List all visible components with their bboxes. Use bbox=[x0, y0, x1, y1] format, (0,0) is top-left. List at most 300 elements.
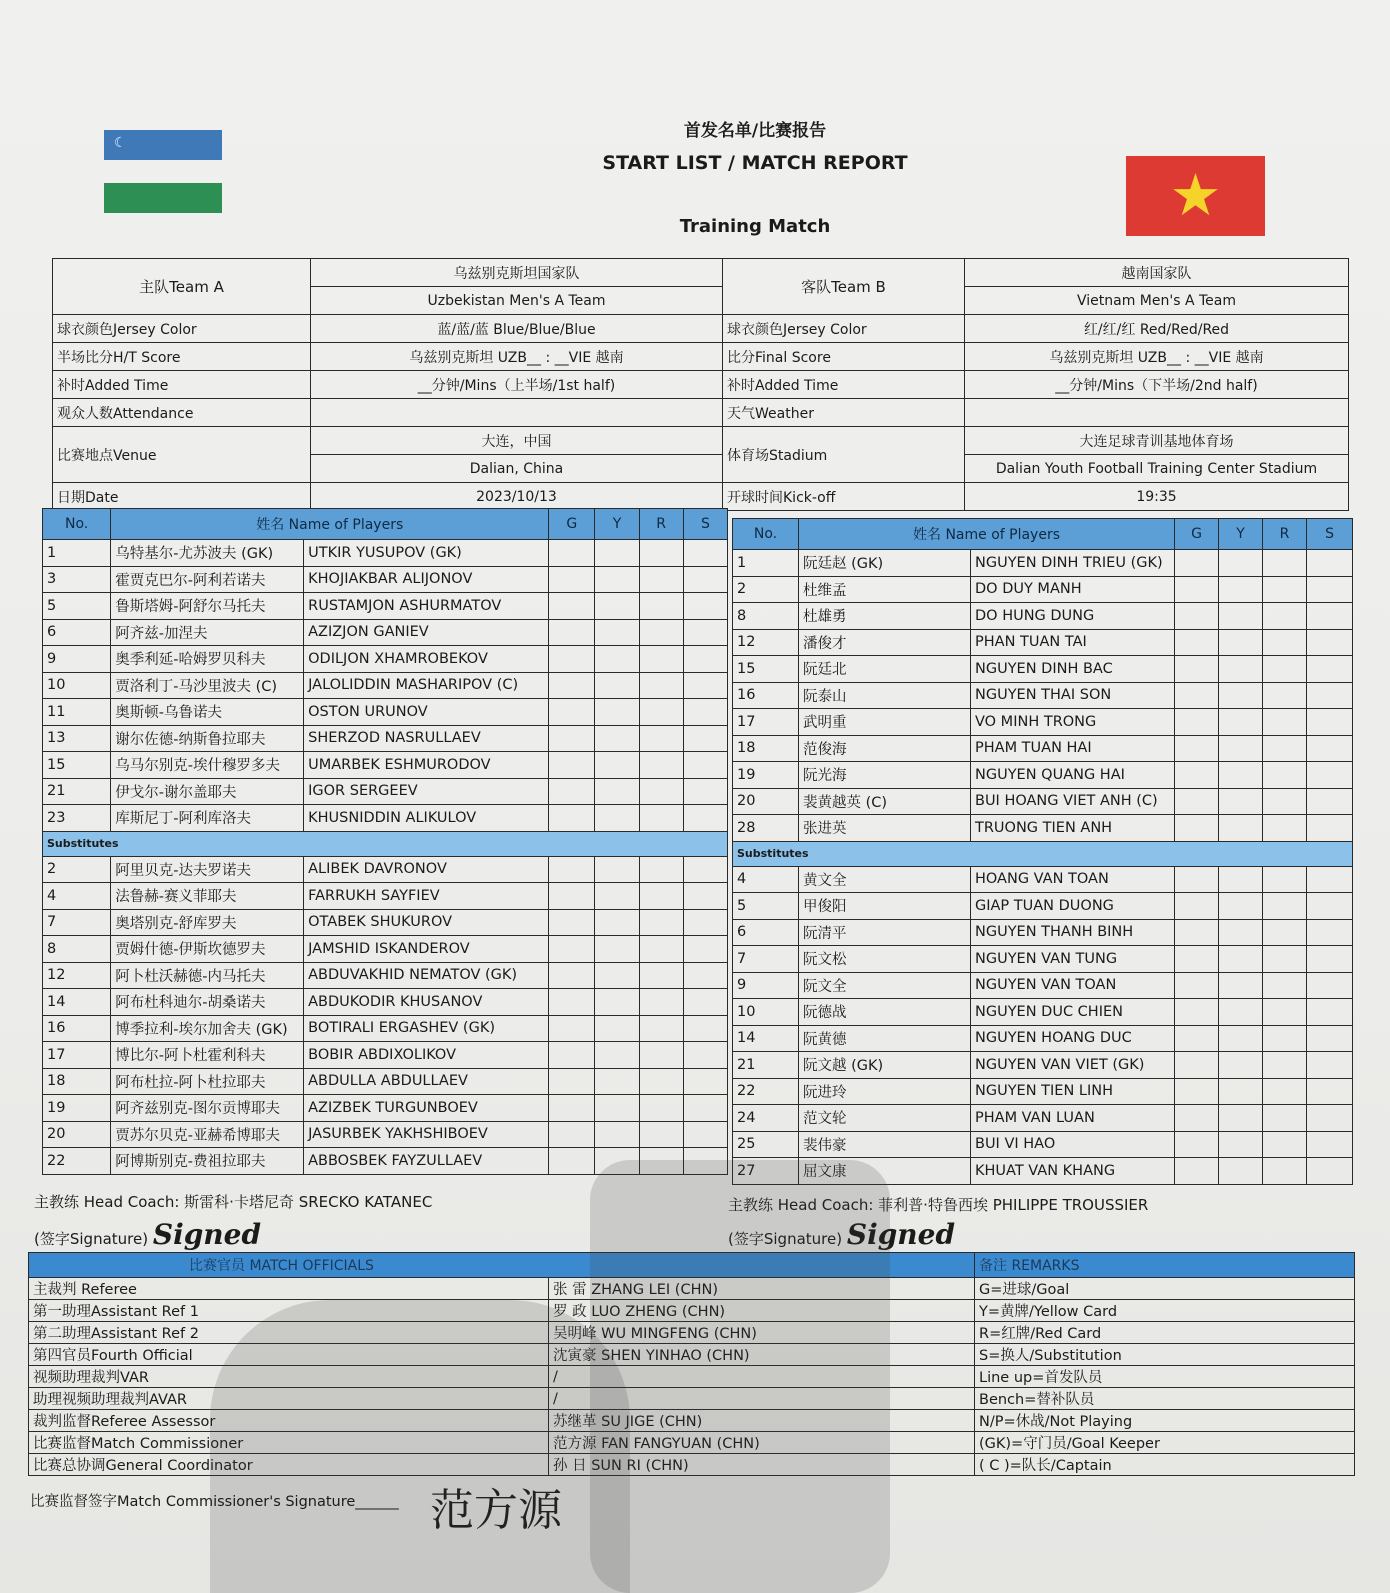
red-cell bbox=[639, 936, 683, 963]
player-number: 16 bbox=[733, 682, 799, 709]
stadium-en: Dalian Youth Football Training Center Stadium bbox=[965, 455, 1349, 483]
official-name: 孙 日 SUN RI (CHN) bbox=[549, 1454, 975, 1476]
remark: ( C )=队长/Captain bbox=[975, 1454, 1355, 1476]
goal-cell bbox=[1175, 603, 1219, 630]
vie-sub-row bbox=[733, 1078, 1353, 1105]
player-name-cn: 阮黄德 bbox=[799, 1025, 971, 1052]
red-cell bbox=[639, 1068, 683, 1095]
uzb-sub-row bbox=[43, 1095, 728, 1122]
sub-cell bbox=[1307, 550, 1353, 577]
player-name-cn: 奥塔别克-舒库罗夫 bbox=[111, 909, 304, 936]
commissioner-signature: 范方源 bbox=[430, 1485, 562, 1536]
player-name-cn: 奥斯顿-乌鲁诺夫 bbox=[111, 699, 304, 726]
player-name-en: DO HUNG DUNG bbox=[971, 603, 1175, 630]
photo-shadow bbox=[210, 1300, 630, 1593]
sub-cell bbox=[683, 1095, 727, 1122]
red-cell bbox=[639, 619, 683, 646]
red-cell bbox=[1263, 1025, 1307, 1052]
substitutes-label: Substitutes bbox=[733, 841, 1353, 866]
red-cell bbox=[1263, 788, 1307, 815]
jersey-label-b: 球衣颜色Jersey Color bbox=[723, 315, 965, 343]
remark: Y=黄牌/Yellow Card bbox=[975, 1300, 1355, 1322]
red-cell bbox=[1263, 709, 1307, 736]
player-name-cn: 阿齐兹别克-图尔贡博耶夫 bbox=[111, 1095, 304, 1122]
red-cell bbox=[1263, 972, 1307, 999]
photo-shadow bbox=[590, 1160, 890, 1593]
player-name-en: NGUYEN VAN VIET (GK) bbox=[971, 1052, 1175, 1079]
player-number: 1 bbox=[43, 540, 111, 567]
player-number: 8 bbox=[43, 936, 111, 963]
official-role: 视频助理裁判VAR bbox=[29, 1366, 549, 1388]
remark: S=换人/Substitution bbox=[975, 1344, 1355, 1366]
vie-starter-row bbox=[733, 735, 1353, 762]
col-s: S bbox=[1307, 519, 1353, 550]
yellow-cell bbox=[1219, 1131, 1263, 1158]
goal-cell bbox=[1175, 972, 1219, 999]
yellow-cell bbox=[1219, 1105, 1263, 1132]
sub-cell bbox=[1307, 1105, 1353, 1132]
vie-sub-row bbox=[733, 919, 1353, 946]
col-name: 姓名 Name of Players bbox=[799, 519, 1175, 550]
goal-cell bbox=[549, 1148, 595, 1175]
player-number: 9 bbox=[733, 972, 799, 999]
vie-starter-row bbox=[733, 656, 1353, 683]
sub-cell bbox=[1307, 815, 1353, 842]
commissioner-signature-label: 比赛监督签字Match Commissioner's Signature______ bbox=[30, 1494, 399, 1510]
official-role: 裁判监督Referee Assessor bbox=[29, 1410, 549, 1432]
sub-cell bbox=[1307, 866, 1353, 893]
substitutes-label: Substitutes bbox=[43, 831, 728, 856]
player-name-en: NGUYEN VAN TUNG bbox=[971, 946, 1175, 973]
red-cell bbox=[1263, 1158, 1307, 1185]
added-time-b: __分钟/Mins（下半场/2nd half) bbox=[965, 371, 1349, 399]
uzb-sub-row bbox=[43, 1042, 728, 1069]
player-name-en: NGUYEN QUANG HAI bbox=[971, 762, 1175, 789]
player-name-en: DO DUY MANH bbox=[971, 576, 1175, 603]
yellow-cell bbox=[595, 1121, 639, 1148]
player-name-en: ODILJON XHAMROBEKOV bbox=[304, 646, 549, 673]
sub-cell bbox=[683, 699, 727, 726]
red-cell bbox=[639, 962, 683, 989]
player-number: 14 bbox=[43, 989, 111, 1016]
player-name-en: OTABEK SHUKUROV bbox=[304, 909, 549, 936]
goal-cell bbox=[1175, 999, 1219, 1026]
player-name-en: ABDULLA ABDULLAEV bbox=[304, 1068, 549, 1095]
yellow-cell bbox=[595, 1042, 639, 1069]
added-time-label-b: 补时Added Time bbox=[723, 371, 965, 399]
sub-cell bbox=[1307, 1052, 1353, 1079]
yellow-cell bbox=[595, 646, 639, 673]
vie-sub-row bbox=[733, 1052, 1353, 1079]
signature-a: Signed bbox=[152, 1218, 262, 1251]
sub-cell bbox=[683, 1121, 727, 1148]
red-cell bbox=[639, 856, 683, 883]
vie-starter-row bbox=[733, 603, 1353, 630]
goal-cell bbox=[1175, 1025, 1219, 1052]
sub-cell bbox=[683, 646, 727, 673]
sub-cell bbox=[683, 989, 727, 1016]
col-g: G bbox=[549, 509, 595, 540]
red-cell bbox=[1263, 893, 1307, 920]
sub-cell bbox=[1307, 1158, 1353, 1185]
player-name-en: AZIZJON GANIEV bbox=[304, 619, 549, 646]
coach-b: 主教练 Head Coach: 菲利普·特鲁西埃 PHILIPPE TROUSSIER bbox=[728, 1196, 1149, 1214]
player-name-cn: 阿布杜科迪尔-胡桑诺夫 bbox=[111, 989, 304, 1016]
player-name-en: AZIZBEK TURGUNBOEV bbox=[304, 1095, 549, 1122]
player-name-en: IGOR SERGEEV bbox=[304, 778, 549, 805]
final-score-label: 比分Final Score bbox=[723, 343, 965, 371]
col-s: S bbox=[683, 509, 727, 540]
red-cell bbox=[1263, 629, 1307, 656]
player-number: 13 bbox=[43, 725, 111, 752]
player-name-cn: 阮进玲 bbox=[799, 1078, 971, 1105]
vie-sub-row bbox=[733, 1025, 1353, 1052]
yellow-cell bbox=[595, 619, 639, 646]
yellow-cell bbox=[595, 593, 639, 620]
red-cell bbox=[1263, 762, 1307, 789]
player-name-en: NGUYEN DINH BAC bbox=[971, 656, 1175, 683]
sub-cell bbox=[1307, 999, 1353, 1026]
player-name-en: UTKIR YUSUPOV (GK) bbox=[304, 540, 549, 567]
player-name-cn: 乌马尔别克-埃什穆罗多夫 bbox=[111, 752, 304, 779]
weather-value bbox=[965, 399, 1349, 427]
goal-cell bbox=[549, 566, 595, 593]
red-cell bbox=[1263, 1052, 1307, 1079]
goal-cell bbox=[549, 883, 595, 910]
sub-cell bbox=[1307, 656, 1353, 683]
official-name: / bbox=[549, 1366, 975, 1388]
uzb-sub-row bbox=[43, 1068, 728, 1095]
player-number: 23 bbox=[43, 805, 111, 832]
player-number: 20 bbox=[733, 788, 799, 815]
col-no: No. bbox=[43, 509, 111, 540]
red-cell bbox=[1263, 1078, 1307, 1105]
col-y: Y bbox=[595, 509, 639, 540]
player-name-cn: 阮泰山 bbox=[799, 682, 971, 709]
yellow-cell bbox=[595, 1015, 639, 1042]
uzb-starter-row bbox=[43, 540, 728, 567]
player-number: 27 bbox=[733, 1158, 799, 1185]
remarks-header: 备注 REMARKS bbox=[975, 1253, 1355, 1278]
player-number: 12 bbox=[733, 629, 799, 656]
goal-cell bbox=[549, 619, 595, 646]
goal-cell bbox=[1175, 919, 1219, 946]
goal-cell bbox=[549, 909, 595, 936]
player-name-cn: 杜维孟 bbox=[799, 576, 971, 603]
goal-cell bbox=[549, 725, 595, 752]
yellow-cell bbox=[595, 805, 639, 832]
red-cell bbox=[639, 1121, 683, 1148]
player-number: 1 bbox=[733, 550, 799, 577]
signature-b: Signed bbox=[846, 1218, 956, 1251]
player-number: 6 bbox=[733, 919, 799, 946]
sub-cell bbox=[1307, 946, 1353, 973]
sub-cell bbox=[1307, 762, 1353, 789]
ht-score-label: 半场比分H/T Score bbox=[53, 343, 311, 371]
player-name-en: JASURBEK YAKHSHIBOEV bbox=[304, 1121, 549, 1148]
stadium-cn: 大连足球青训基地体育场 bbox=[965, 427, 1349, 455]
player-name-en: JAMSHID ISKANDEROV bbox=[304, 936, 549, 963]
player-number: 3 bbox=[43, 566, 111, 593]
player-number: 19 bbox=[43, 1095, 111, 1122]
player-number: 12 bbox=[43, 962, 111, 989]
player-name-cn: 潘俊才 bbox=[799, 629, 971, 656]
goal-cell bbox=[1175, 682, 1219, 709]
uzb-sub-row bbox=[43, 936, 728, 963]
remark: N/P=休战/Not Playing bbox=[975, 1410, 1355, 1432]
uzb-starter-row bbox=[43, 805, 728, 832]
player-name-en: BOBIR ABDIXOLIKOV bbox=[304, 1042, 549, 1069]
weather-label: 天气Weather bbox=[723, 399, 965, 427]
player-number: 2 bbox=[43, 856, 111, 883]
vie-sub-row bbox=[733, 893, 1353, 920]
player-name-en: PHAM TUAN HAI bbox=[971, 735, 1175, 762]
player-number: 21 bbox=[733, 1052, 799, 1079]
player-name-en: ABDUVAKHID NEMATOV (GK) bbox=[304, 962, 549, 989]
player-number: 20 bbox=[43, 1121, 111, 1148]
goal-cell bbox=[549, 1068, 595, 1095]
sub-cell bbox=[1307, 1131, 1353, 1158]
player-number: 11 bbox=[43, 699, 111, 726]
goal-cell bbox=[1175, 762, 1219, 789]
uzb-starter-row bbox=[43, 593, 728, 620]
player-number: 8 bbox=[733, 603, 799, 630]
player-number: 10 bbox=[733, 999, 799, 1026]
player-name-cn: 贾苏尔贝克-亚赫希博耶夫 bbox=[111, 1121, 304, 1148]
red-cell bbox=[1263, 603, 1307, 630]
red-cell bbox=[1263, 999, 1307, 1026]
date-value: 2023/10/13 bbox=[311, 483, 723, 511]
red-cell bbox=[639, 752, 683, 779]
player-number: 24 bbox=[733, 1105, 799, 1132]
official-role: 第四官员Fourth Official bbox=[29, 1344, 549, 1366]
red-cell bbox=[1263, 919, 1307, 946]
vie-sub-row bbox=[733, 946, 1353, 973]
team-a-players-table bbox=[42, 508, 728, 1175]
vie-starter-row bbox=[733, 815, 1353, 842]
sub-cell bbox=[1307, 1025, 1353, 1052]
goal-cell bbox=[1175, 1105, 1219, 1132]
remark: (GK)=守门员/Goal Keeper bbox=[975, 1432, 1355, 1454]
sub-cell bbox=[683, 593, 727, 620]
goal-cell bbox=[549, 752, 595, 779]
player-name-cn: 屈文康 bbox=[799, 1158, 971, 1185]
player-name-en: NGUYEN THANH BINH bbox=[971, 919, 1175, 946]
player-name-en: GIAP TUAN DUONG bbox=[971, 893, 1175, 920]
uzb-starter-row bbox=[43, 725, 728, 752]
player-name-cn: 霍贾克巴尔-阿利若诺夫 bbox=[111, 566, 304, 593]
signature-label-b: (签字Signature) bbox=[728, 1230, 843, 1248]
yellow-cell bbox=[1219, 762, 1263, 789]
player-name-cn: 博季拉利-埃尔加舍夫 (GK) bbox=[111, 1015, 304, 1042]
red-cell bbox=[1263, 1105, 1307, 1132]
official-name: / bbox=[549, 1388, 975, 1410]
yellow-cell bbox=[1219, 999, 1263, 1026]
uzb-starter-row bbox=[43, 566, 728, 593]
player-number: 18 bbox=[733, 735, 799, 762]
star-icon: ★ bbox=[1169, 161, 1222, 229]
player-name-en: PHAN TUAN TAI bbox=[971, 629, 1175, 656]
goal-cell bbox=[1175, 946, 1219, 973]
player-name-cn: 阮光海 bbox=[799, 762, 971, 789]
player-name-cn: 博比尔-阿卜杜霍利科夫 bbox=[111, 1042, 304, 1069]
player-number: 17 bbox=[43, 1042, 111, 1069]
yellow-cell bbox=[1219, 656, 1263, 683]
goal-cell bbox=[1175, 550, 1219, 577]
attendance-label: 观众人数Attendance bbox=[53, 399, 311, 427]
red-cell bbox=[639, 989, 683, 1016]
player-name-cn: 奥季利延-哈姆罗贝科夫 bbox=[111, 646, 304, 673]
yellow-cell bbox=[595, 936, 639, 963]
official-role: 比赛监督Match Commissioner bbox=[29, 1432, 549, 1454]
ht-score: 乌兹别克斯坦 UZB__ : __VIE 越南 bbox=[311, 343, 723, 371]
added-time-a: __分钟/Mins（上半场/1st half) bbox=[311, 371, 723, 399]
sub-cell bbox=[1307, 1078, 1353, 1105]
official-name: 张 雷 ZHANG LEI (CHN) bbox=[549, 1278, 975, 1300]
player-name-en: KHOJIAKBAR ALIJONOV bbox=[304, 566, 549, 593]
sub-cell bbox=[1307, 919, 1353, 946]
red-cell bbox=[639, 540, 683, 567]
official-role: 助理视频助理裁判AVAR bbox=[29, 1388, 549, 1410]
yellow-cell bbox=[1219, 550, 1263, 577]
goal-cell bbox=[1175, 866, 1219, 893]
crescent-icon: ☾ bbox=[114, 135, 127, 151]
red-cell bbox=[1263, 656, 1307, 683]
vie-starter-row bbox=[733, 709, 1353, 736]
red-cell bbox=[1263, 866, 1307, 893]
goal-cell bbox=[1175, 1078, 1219, 1105]
uzb-sub-row bbox=[43, 1015, 728, 1042]
red-cell bbox=[639, 699, 683, 726]
vietnam-flag bbox=[1126, 156, 1265, 236]
player-name-en: BUI HOANG VIET ANH (C) bbox=[971, 788, 1175, 815]
player-name-cn: 范文轮 bbox=[799, 1105, 971, 1132]
yellow-cell bbox=[1219, 1052, 1263, 1079]
yellow-cell bbox=[595, 883, 639, 910]
sub-cell bbox=[683, 962, 727, 989]
sub-cell bbox=[1307, 576, 1353, 603]
official-name: 苏继革 SU JIGE (CHN) bbox=[549, 1410, 975, 1432]
col-g: G bbox=[1175, 519, 1219, 550]
vie-starter-row bbox=[733, 576, 1353, 603]
goal-cell bbox=[1175, 656, 1219, 683]
red-cell bbox=[639, 778, 683, 805]
sub-cell bbox=[1307, 709, 1353, 736]
sub-cell bbox=[683, 883, 727, 910]
sub-cell bbox=[683, 805, 727, 832]
yellow-cell bbox=[1219, 629, 1263, 656]
stadium-label: 体育场Stadium bbox=[723, 427, 965, 483]
col-y: Y bbox=[1219, 519, 1263, 550]
uzb-sub-row bbox=[43, 1121, 728, 1148]
player-number: 21 bbox=[43, 778, 111, 805]
yellow-cell bbox=[1219, 972, 1263, 999]
official-role: 主裁判 Referee bbox=[29, 1278, 549, 1300]
player-name-en: HOANG VAN TOAN bbox=[971, 866, 1175, 893]
goal-cell bbox=[549, 593, 595, 620]
player-number: 4 bbox=[733, 866, 799, 893]
added-time-label-a: 补时Added Time bbox=[53, 371, 311, 399]
sub-cell bbox=[1307, 735, 1353, 762]
red-cell bbox=[1263, 1131, 1307, 1158]
red-cell bbox=[639, 909, 683, 936]
goal-cell bbox=[549, 699, 595, 726]
goal-cell bbox=[549, 962, 595, 989]
official-name: 范方源 FAN FANGYUAN (CHN) bbox=[549, 1432, 975, 1454]
player-number: 7 bbox=[733, 946, 799, 973]
official-name: 罗 政 LUO ZHENG (CHN) bbox=[549, 1300, 975, 1322]
goal-cell bbox=[1175, 815, 1219, 842]
uzb-sub-row bbox=[43, 909, 728, 936]
red-cell bbox=[1263, 735, 1307, 762]
yellow-cell bbox=[595, 725, 639, 752]
player-name-cn: 裴伟豪 bbox=[799, 1131, 971, 1158]
uzb-starter-row bbox=[43, 619, 728, 646]
official-name: 吴明峰 WU MINGFENG (CHN) bbox=[549, 1322, 975, 1344]
sub-cell bbox=[1307, 893, 1353, 920]
player-name-cn: 谢尔佐德-纳斯鲁拉耶夫 bbox=[111, 725, 304, 752]
remark: R=红牌/Red Card bbox=[975, 1322, 1355, 1344]
vie-starter-row bbox=[733, 629, 1353, 656]
player-name-cn: 范俊海 bbox=[799, 735, 971, 762]
red-cell bbox=[639, 883, 683, 910]
player-number: 15 bbox=[43, 752, 111, 779]
yellow-cell bbox=[1219, 1078, 1263, 1105]
player-number: 25 bbox=[733, 1131, 799, 1158]
goal-cell bbox=[549, 1015, 595, 1042]
sub-cell bbox=[683, 1015, 727, 1042]
coach-a: 主教练 Head Coach: 斯雷科·卡塔尼奇 SRECKO KATANEC bbox=[34, 1193, 433, 1211]
yellow-cell bbox=[595, 752, 639, 779]
red-cell bbox=[1263, 550, 1307, 577]
red-cell bbox=[1263, 815, 1307, 842]
goal-cell bbox=[549, 672, 595, 699]
player-name-en: RUSTAMJON ASHURMATOV bbox=[304, 593, 549, 620]
player-name-cn: 库斯尼丁-阿利库洛夫 bbox=[111, 805, 304, 832]
player-number: 6 bbox=[43, 619, 111, 646]
player-name-cn: 贾姆什德-伊斯坎德罗夫 bbox=[111, 936, 304, 963]
player-name-en: NGUYEN THAI SON bbox=[971, 682, 1175, 709]
goal-cell bbox=[549, 1121, 595, 1148]
jersey-a: 蓝/蓝/蓝 Blue/Blue/Blue bbox=[311, 315, 723, 343]
goal-cell bbox=[1175, 1131, 1219, 1158]
player-name-en: KHUSNIDDIN ALIKULOV bbox=[304, 805, 549, 832]
player-number: 16 bbox=[43, 1015, 111, 1042]
yellow-cell bbox=[1219, 788, 1263, 815]
goal-cell bbox=[1175, 576, 1219, 603]
remark: Line up=首发队员 bbox=[975, 1366, 1355, 1388]
vie-starter-row bbox=[733, 762, 1353, 789]
goal-cell bbox=[549, 936, 595, 963]
red-cell bbox=[639, 1095, 683, 1122]
final-score: 乌兹别克斯坦 UZB__ : __VIE 越南 bbox=[965, 343, 1349, 371]
player-number: 19 bbox=[733, 762, 799, 789]
goal-cell bbox=[549, 778, 595, 805]
player-name-cn: 武明重 bbox=[799, 709, 971, 736]
goal-cell bbox=[1175, 1158, 1219, 1185]
player-name-en: NGUYEN DUC CHIEN bbox=[971, 999, 1175, 1026]
player-name-en: NGUYEN TIEN LINH bbox=[971, 1078, 1175, 1105]
kickoff-value: 19:35 bbox=[965, 483, 1349, 511]
vie-starter-row bbox=[733, 788, 1353, 815]
sub-cell bbox=[683, 909, 727, 936]
player-name-en: NGUYEN DINH TRIEU (GK) bbox=[971, 550, 1175, 577]
vie-sub-row bbox=[733, 1105, 1353, 1132]
team-b-name-cn: 越南国家队 bbox=[965, 259, 1349, 287]
red-cell bbox=[639, 725, 683, 752]
yellow-cell bbox=[595, 909, 639, 936]
sub-cell bbox=[1307, 603, 1353, 630]
